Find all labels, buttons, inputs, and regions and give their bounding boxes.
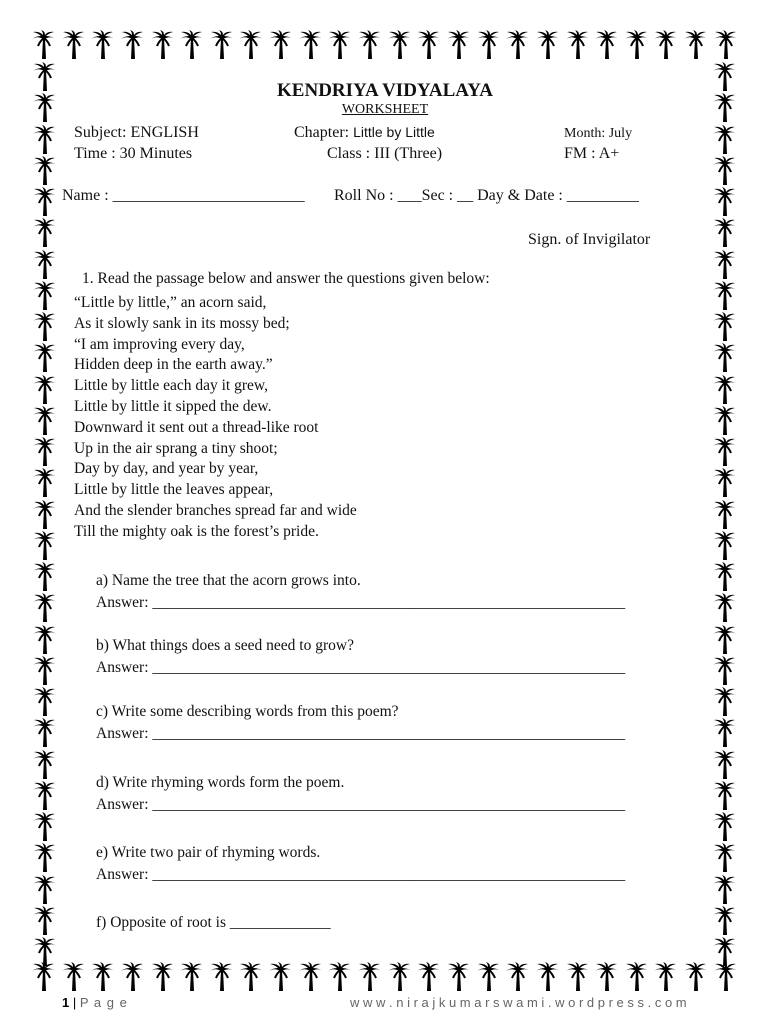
- palm-tree-icon: [711, 343, 739, 373]
- answer-line[interactable]: Answer: _____________________________________________________________: [96, 594, 626, 611]
- palm-tree-icon: [711, 406, 739, 436]
- question-text: d) Write rhyming words form the poem.: [96, 774, 345, 791]
- decorative-border-left: [28, 62, 62, 967]
- answer-line[interactable]: Answer: _____________________________________________________________: [96, 796, 626, 813]
- palm-tree-icon: [504, 962, 532, 992]
- palm-tree-icon: [711, 687, 739, 717]
- palm-tree-icon: [31, 437, 59, 467]
- palm-tree-icon: [237, 962, 265, 992]
- palm-tree-icon: [711, 750, 739, 780]
- chapter-name: Little by Little: [353, 124, 435, 140]
- palm-tree-icon: [31, 656, 59, 686]
- question-text: c) Write some describing words from this poem?: [96, 703, 399, 720]
- palm-tree-icon: [326, 962, 354, 992]
- page-word: P a g e: [79, 995, 128, 1010]
- palm-tree-icon: [89, 30, 117, 60]
- palm-tree-icon: [60, 962, 88, 992]
- palm-tree-icon: [711, 125, 739, 155]
- palm-tree-icon: [356, 30, 384, 60]
- palm-tree-icon: [593, 962, 621, 992]
- palm-tree-icon: [31, 281, 59, 311]
- palm-tree-icon: [208, 962, 236, 992]
- palm-tree-icon: [711, 500, 739, 530]
- palm-tree-icon: [31, 187, 59, 217]
- page-number-value: 1: [62, 995, 70, 1010]
- palm-tree-icon: [31, 687, 59, 717]
- decorative-border-bottom: [30, 962, 740, 996]
- subject-text: Subject: ENGLISH: [74, 124, 199, 141]
- poem-line: “I am improving every day,: [74, 335, 245, 353]
- palm-tree-icon: [31, 625, 59, 655]
- palm-tree-icon: [415, 962, 443, 992]
- palm-tree-icon: [31, 500, 59, 530]
- palm-tree-icon: [711, 156, 739, 186]
- palm-tree-icon: [267, 30, 295, 60]
- palm-tree-icon: [178, 962, 206, 992]
- poem-line: “Little by little,” an acorn said,: [74, 294, 267, 311]
- question-text: e) Write two pair of rhyming words.: [96, 844, 321, 861]
- roll-sec-date-field: Roll No : ___Sec : __ Day & Date : _________: [334, 187, 639, 204]
- palm-tree-icon: [89, 962, 117, 992]
- question-text: b) What things does a seed need to grow?: [96, 637, 354, 654]
- poem-line: Up in the air sprang a tiny shoot;: [74, 439, 278, 457]
- poem-line: Till the mighty oak is the forest’s pride.: [74, 522, 319, 540]
- palm-tree-icon: [711, 937, 739, 967]
- palm-tree-icon: [31, 781, 59, 811]
- palm-tree-icon: [534, 30, 562, 60]
- palm-tree-icon: [711, 656, 739, 686]
- palm-tree-icon: [178, 30, 206, 60]
- palm-tree-icon: [711, 812, 739, 842]
- decorative-border-right: [708, 62, 742, 967]
- palm-tree-icon: [711, 312, 739, 342]
- palm-tree-icon: [711, 218, 739, 248]
- palm-tree-icon: [237, 30, 265, 60]
- decorative-border-top: [30, 30, 740, 64]
- website-url: w w w . n i r a j k u m a r s w a m i . w o r d p r e s s . c o m: [350, 995, 687, 1010]
- palm-tree-icon: [682, 962, 710, 992]
- palm-tree-icon: [445, 30, 473, 60]
- palm-tree-icon: [31, 937, 59, 967]
- palm-tree-icon: [711, 437, 739, 467]
- palm-tree-icon: [31, 875, 59, 905]
- invigilator-signature: Sign. of Invigilator: [528, 231, 651, 248]
- question-1-prompt: 1. Read the passage below and answer the questions given below:: [82, 270, 490, 287]
- poem-line: Little by little the leaves appear,: [74, 481, 274, 499]
- palm-tree-icon: [119, 30, 147, 60]
- palm-tree-icon: [31, 250, 59, 280]
- palm-tree-icon: [445, 962, 473, 992]
- poem-passage: [74, 293, 357, 543]
- palm-tree-icon: [711, 187, 739, 217]
- chapter-label: Chapter:: [294, 124, 354, 141]
- question-text: a) Name the tree that the acorn grows into.: [96, 572, 361, 589]
- palm-tree-icon: [682, 30, 710, 60]
- palm-tree-icon: [31, 562, 59, 592]
- poem-line: As it slowly sank in its mossy bed;: [74, 314, 290, 332]
- poem-line: Little by little each day it grew,: [74, 377, 268, 395]
- palm-tree-icon: [31, 218, 59, 248]
- palm-tree-icon: [386, 30, 414, 60]
- palm-tree-icon: [564, 30, 592, 60]
- palm-tree-icon: [31, 718, 59, 748]
- palm-tree-icon: [711, 250, 739, 280]
- poem-line: Hidden deep in the earth away.”: [74, 356, 273, 374]
- palm-tree-icon: [31, 531, 59, 561]
- palm-tree-icon: [149, 30, 177, 60]
- palm-tree-icon: [149, 962, 177, 992]
- class-text: Class : III (Three): [327, 145, 443, 162]
- palm-tree-icon: [415, 30, 443, 60]
- worksheet-label: WORKSHEET: [341, 102, 429, 117]
- palm-tree-icon: [593, 30, 621, 60]
- page-separator: |: [69, 995, 80, 1010]
- palm-tree-icon: [564, 962, 592, 992]
- palm-tree-icon: [31, 468, 59, 498]
- palm-tree-icon: [711, 625, 739, 655]
- time-text: Time : 30 Minutes: [74, 145, 193, 162]
- palm-tree-icon: [31, 312, 59, 342]
- palm-tree-icon: [623, 962, 651, 992]
- palm-tree-icon: [712, 30, 740, 60]
- page-number: [62, 995, 128, 1010]
- palm-tree-icon: [31, 593, 59, 623]
- poem-line: Downward it sent out a thread-like root: [74, 418, 319, 436]
- palm-tree-icon: [475, 30, 503, 60]
- palm-tree-icon: [711, 531, 739, 561]
- fm-text: FM : A+: [564, 145, 620, 162]
- poem-line: And the slender branches spread far and wide: [74, 501, 357, 519]
- palm-tree-icon: [31, 156, 59, 186]
- palm-tree-icon: [386, 962, 414, 992]
- palm-tree-icon: [652, 962, 680, 992]
- poem-line: Little by little it sipped the dew.: [74, 397, 272, 415]
- month-text: Month: July: [564, 126, 633, 141]
- question-text: f) Opposite of root is _____________: [96, 914, 331, 931]
- palm-tree-icon: [623, 30, 651, 60]
- palm-tree-icon: [711, 906, 739, 936]
- answer-line[interactable]: Answer: _____________________________________________________________: [96, 866, 626, 883]
- palm-tree-icon: [31, 375, 59, 405]
- palm-tree-icon: [297, 962, 325, 992]
- palm-tree-icon: [711, 843, 739, 873]
- palm-tree-icon: [475, 962, 503, 992]
- poem-line: Day by day, and year by year,: [74, 460, 259, 478]
- answer-line[interactable]: Answer: _____________________________________________________________: [96, 659, 626, 676]
- palm-tree-icon: [711, 281, 739, 311]
- name-field: Name : ________________________: [62, 187, 305, 204]
- palm-tree-icon: [31, 843, 59, 873]
- palm-tree-icon: [711, 718, 739, 748]
- school-title: KENDRIYA VIDYALAYA: [277, 80, 493, 101]
- palm-tree-icon: [356, 962, 384, 992]
- palm-tree-icon: [30, 30, 58, 60]
- palm-tree-icon: [711, 875, 739, 905]
- palm-tree-icon: [31, 125, 59, 155]
- palm-tree-icon: [31, 406, 59, 436]
- palm-tree-icon: [60, 30, 88, 60]
- answer-line[interactable]: Answer: _____________________________________________________________: [96, 725, 626, 742]
- palm-tree-icon: [297, 30, 325, 60]
- palm-tree-icon: [31, 343, 59, 373]
- palm-tree-icon: [711, 593, 739, 623]
- palm-tree-icon: [711, 781, 739, 811]
- palm-tree-icon: [31, 750, 59, 780]
- palm-tree-icon: [208, 30, 236, 60]
- palm-tree-icon: [267, 962, 295, 992]
- palm-tree-icon: [711, 375, 739, 405]
- palm-tree-icon: [711, 562, 739, 592]
- palm-tree-icon: [31, 812, 59, 842]
- palm-tree-icon: [119, 962, 147, 992]
- palm-tree-icon: [534, 962, 562, 992]
- palm-tree-icon: [504, 30, 532, 60]
- palm-tree-icon: [31, 906, 59, 936]
- palm-tree-icon: [711, 468, 739, 498]
- palm-tree-icon: [326, 30, 354, 60]
- chapter-text: [294, 124, 435, 142]
- palm-tree-icon: [652, 30, 680, 60]
